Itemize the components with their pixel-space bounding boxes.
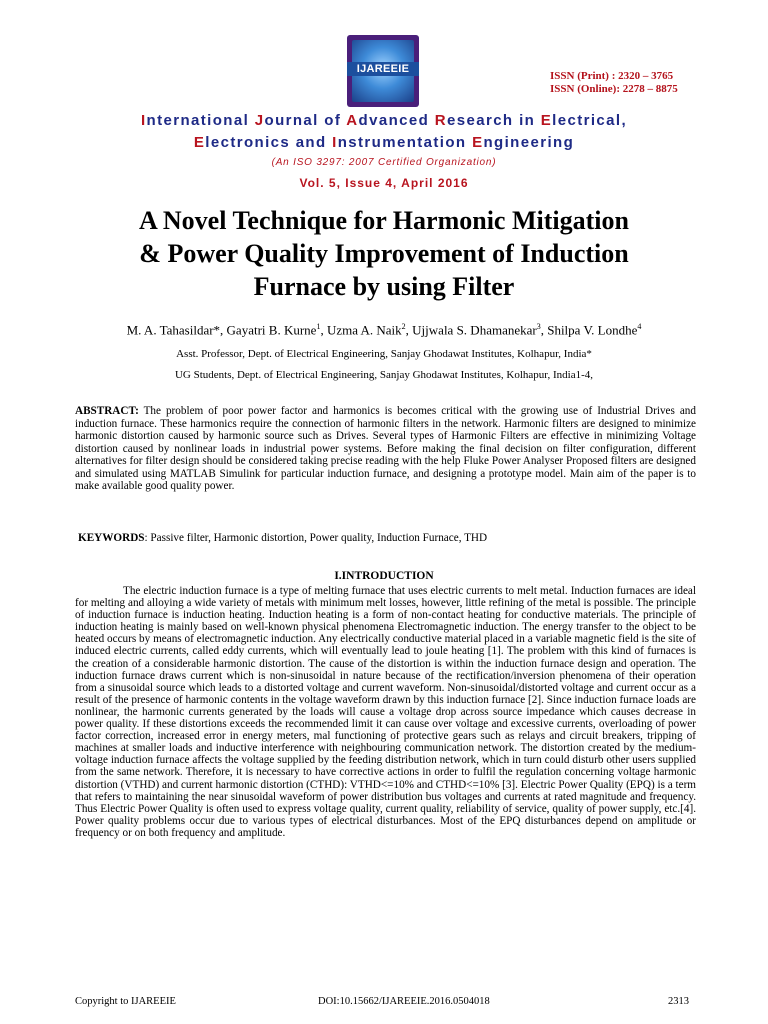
footer-page-number: 2313: [668, 996, 689, 1007]
journal-name-segment: R: [434, 112, 447, 129]
journal-name-segment: nternational: [146, 112, 255, 129]
journal-name-segment: I: [332, 134, 338, 151]
title-line-2: & Power Quality Improvement of Induction: [139, 239, 629, 268]
section-heading-introduction: I.INTRODUCTION: [334, 570, 434, 582]
author-name: Gayatri B. Kurne: [226, 322, 317, 338]
journal-name-segment: esearch in: [446, 112, 541, 129]
author-affiliation-mark: 2: [401, 322, 406, 331]
journal-name-segment: I: [140, 112, 147, 129]
author-name: M. A. Tahasildar*: [126, 322, 221, 338]
affiliation-students: UG Students, Dept. of Electrical Engineering, Sanjay Ghodawat Institutes, Kolhapur, India1-4,: [174, 369, 594, 381]
author-affiliation-mark: 4: [637, 322, 642, 331]
issn-online: ISSN (Online): 2278 – 8875: [550, 83, 678, 95]
journal-name-segment: ngineering: [483, 134, 575, 151]
footer-copyright: Copyright to IJAREEIE: [75, 996, 176, 1007]
journal-name-line-1: [0, 110, 768, 132]
journal-name-segment: J: [254, 112, 265, 129]
abstract-label: ABSTRACT:: [75, 405, 139, 417]
journal-name-segment: ournal of: [264, 112, 347, 129]
paper-title: [40, 204, 728, 303]
journal-name: [0, 110, 768, 154]
title-line-1: A Novel Technique for Harmonic Mitigation: [139, 206, 629, 235]
journal-logo: [347, 35, 419, 107]
keywords-label: KEYWORDS: [78, 532, 145, 544]
journal-name-segment: E: [193, 134, 206, 151]
volume-issue: Vol. 5, Issue 4, April 2016: [299, 176, 469, 190]
author-affiliation-mark: 3: [536, 322, 541, 331]
journal-name-segment: dvanced: [358, 112, 435, 129]
keywords-text: : Passive filter, Harmonic distortion, Power quality, Induction Furnace, THD: [144, 532, 488, 544]
issn-block: [550, 70, 678, 96]
author-name: Uzma A. Naik: [326, 322, 402, 338]
footer-doi: DOI:10.15662/IJAREEIE.2016.0504018: [318, 996, 490, 1007]
journal-name-segment: lectrical,: [552, 112, 628, 129]
affiliation-faculty: Asst. Professor, Dept. of Electrical Engineering, Sanjay Ghodawat Institutes, Kolhapur, India*: [176, 348, 592, 360]
journal-name-segment: E: [472, 134, 484, 151]
journal-name-segment: A: [346, 112, 359, 129]
author-list: M. A. Tahasildar*, Gayatri B. Kurne$^1$, Uzma A. Naik$^2$, Ujjwala S. Dhamanekar$^3$, Shilpa V. Londhe$^4$: [126, 322, 642, 338]
certification-note: (An ISO 3297: 2007 Certified Organization): [271, 157, 497, 168]
journal-name-segment: E: [540, 112, 553, 129]
title-line-3: Furnace by using Filter: [253, 272, 515, 301]
author-affiliation-mark: 1: [316, 322, 321, 331]
author-name: Ujjwala S. Dhamanekar: [412, 322, 537, 338]
abstract: [75, 405, 696, 493]
abstract-text: The problem of poor power factor and harmonics is becomes critical with the growing use of Industrial Drives and induction furnace. These harmonics require the connection of harmonic filters in the network. Harmonic filters are designed to minimize harmonic distortion caused by harmonic source such as Drives. Several types of Harmonic Filters are effective in minimizing Voltage distortion caused by nonlinear loads in industrial power systems. Before making the final decision on filter configuration, different alternatives for filter design should be considered taking precise reading with the help Fluke Power Analyser Proposed filters are designed and simulated using MATLAB Simulink for particular induction furnace, and designing a prototype model. Main aim of the paper is to make available good quality power.: [75, 405, 696, 492]
journal-name-segment: nstrumentation: [337, 134, 473, 151]
keywords: [78, 532, 698, 544]
logo-text: IJAREEIE: [356, 63, 410, 75]
author-name: Shilpa V. Londhe: [547, 322, 638, 338]
journal-name-line-2: [0, 132, 768, 154]
issn-print: ISSN (Print) : 2320 – 3765: [550, 70, 674, 82]
journal-name-segment: lectronics and: [205, 134, 333, 151]
introduction-text: The electric induction furnace is a type of melting furnace that uses electric currents to melt metal. Induction furnaces are ideal for melting and alloying a wide variety of metals with minimum melt losses, however, little refining of the metal is possible. The principle of induction furnace is induction heating. Induction heating is a form of non-contact heating for conductive materials. The principle of induction heating is mainly based on well-known physical phenomena Electromagnetic induction. The energy transfer to the object to be heated occurs by means of electromagnetic induction. Any electrically conductive material placed in a variable magnetic field is the site of induced electric currents, called eddy currents, which will eventually lead to joule heating [1]. The problem with this kind of furnaces is the creation of a considerable harmonic distortion. The cause of the distortion is within the induction furnace design and operation. The induction furnace draws current which is non-sinusoidal in nature because of the rectification/inversion phenomena of their operation from a sinusoidal source which leads to a distorted voltage and current waveform. Non-sinusoidal/distorted voltage and current occur as a result of the presence of harmonic contents in the voltage waveform drawn by this induction furnace [2]. Since induction furnace loads are nonlinear, the harmonic currents generated by the loads will cause a voltage drop across source impedance which causes decrease in power quality. If these distortions exceeds the recommended limit it can cause over voltage and excessive currents, overloading of power factor correction, increased error in energy meters, mal functioning of protective gears such as relays and circuit breakers, tripping of machines at smaller loads and inductive interference with neighbouring communication network. The distortion created by the medium-voltage induction furnace affects the voltage supplied by the feeding distribution network, which in turn could disturb other users supplied from the same network. Therefore, it is necessary to have corrective actions in order to fulfil the regulation concerning voltage harmonic distortion (VTHD) and current harmonic distortion (CTHD): VTHD<=10% and CTHD<=10% [3]. Electric Power Quality (EPQ) is a term that refers to maintaining the near sinusoidal waveform of power distribution bus voltages and currents at rated magnitude and frequency. Thus Electric Power Quality is often used to express voltage quality, current quality, reliability of service, quality of power supply, etc.[4]. Power quality problems occur due to various types of electrical disturbances. Most of the EPQ disturbances depend on amplitude or frequency or on both frequency and amplitude.: [75, 585, 696, 839]
